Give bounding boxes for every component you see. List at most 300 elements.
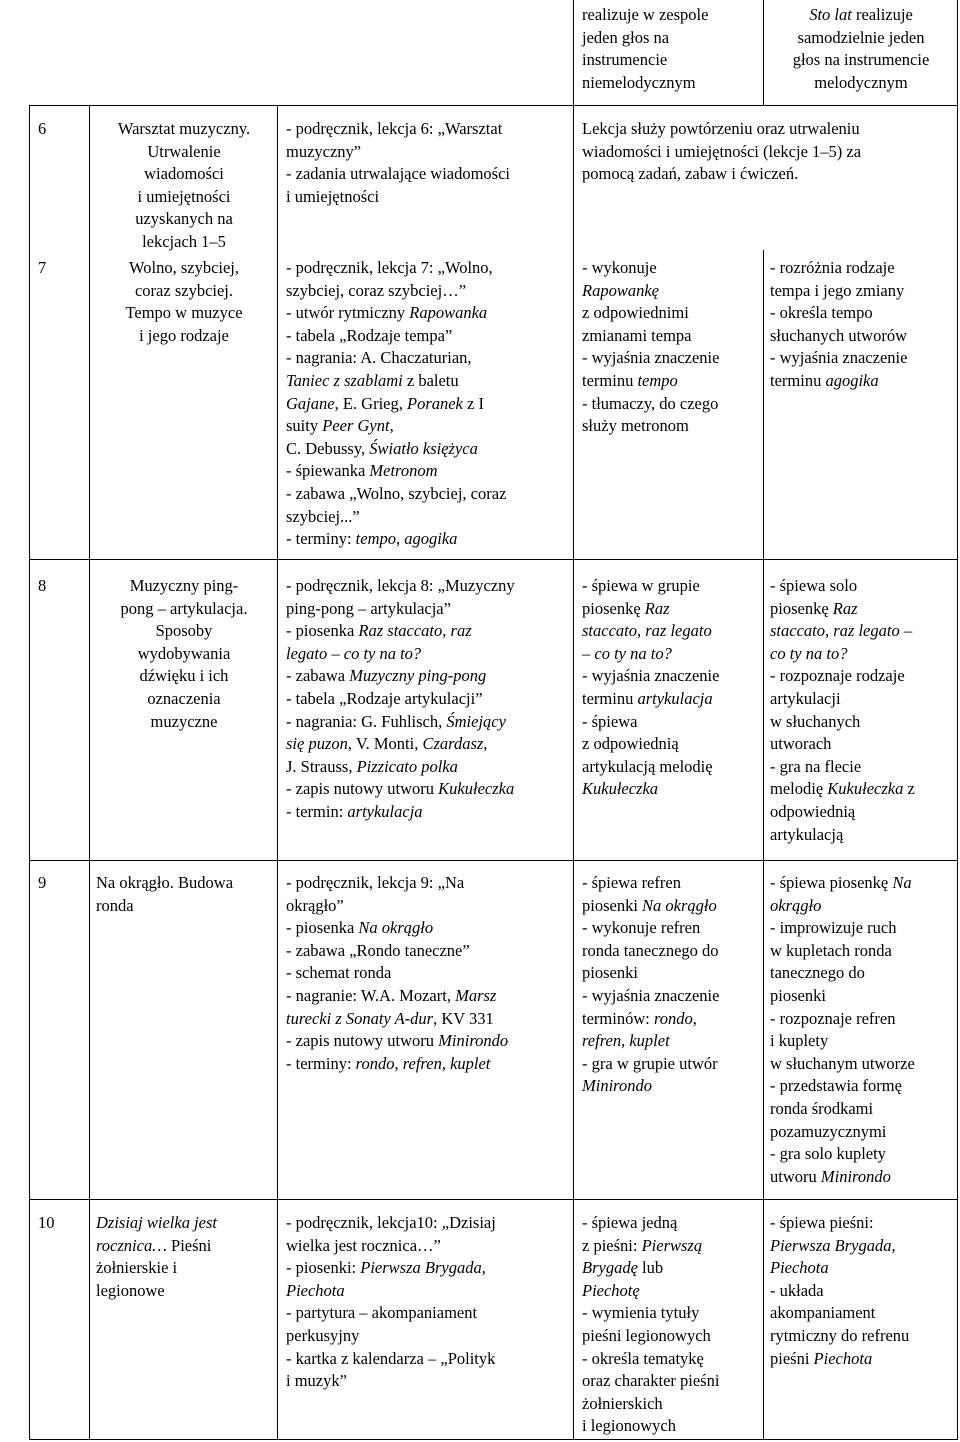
text: ronda tanecznego do [582,940,719,960]
cell-line [96,598,272,621]
cell-line [38,257,88,280]
cell-line [96,257,272,280]
text: - wykonuje refren [582,918,701,938]
text: piosenkę [770,598,833,618]
text: z [903,779,915,799]
cell-requirements-basic [582,1212,762,1438]
cell-line [286,665,568,688]
cell-line [770,643,952,666]
cell-line [582,917,762,940]
cell-line [770,962,952,985]
cell-line [286,1348,568,1371]
cell-line [286,643,568,666]
text: - podręcznik, lekcja 6: „Warsztat [286,119,503,138]
cell-line [286,756,568,779]
cell-line [770,756,952,779]
cell-line [582,325,762,348]
text: lub [637,1258,664,1278]
cell-line [286,415,568,438]
text: i umiejętności [137,186,231,206]
cell-line [770,325,952,348]
cell-line [770,824,952,847]
cell-line [96,643,272,666]
text: pong – artykulacja. [120,598,248,618]
cell-line [96,895,272,918]
text: terminu [582,370,638,390]
cell-line [38,118,88,141]
cell-line [582,733,762,756]
cell-line [96,208,272,231]
text: - wykonuje [582,258,657,277]
text: - schemat ronda [286,963,392,983]
cell-line [96,620,272,643]
italic-text: tempo, agogika [355,529,458,549]
cell-lesson-materials [286,1212,568,1393]
cell-line [770,1008,952,1031]
text: - śpiewa jedną [582,1213,678,1232]
text: piosenkę [582,598,645,618]
header-cell-realization-group [582,4,762,94]
cell-line [286,985,568,1008]
cell-line [286,528,568,551]
italic-text: Muzyczny ping-pong [349,666,487,686]
italic-text: Metronom [369,461,438,481]
cell-lesson-topic [96,575,272,733]
text: , [483,734,488,754]
cell-line [286,1030,568,1053]
text: - wymienia tytuły [582,1303,700,1323]
italic-text: Piechota [286,1280,345,1300]
cell-line [770,1030,952,1053]
column-divider [89,105,90,1440]
cell-line [582,4,762,27]
text: - wyjaśnia znaczenie [582,348,720,368]
cell-line [770,801,952,824]
cell-lesson-topic [96,118,272,254]
text: z odpowiednimi [582,303,689,323]
text: - śpiewanka [286,461,370,481]
italic-text: Dzisiaj wielka jest [96,1213,217,1232]
italic-text: tempo [637,370,678,390]
text: głos na instrumencie [792,50,930,70]
text: - określa tematykę [582,1348,704,1368]
cell-lesson-materials [286,118,568,208]
cell-lesson-number [38,575,88,598]
text: z pieśni: [582,1235,642,1255]
italic-text: się puzon [286,734,348,754]
text: , KV 331 [433,1008,494,1028]
text: służy metronom [582,416,689,436]
text: - śpiewa w grupie [582,576,700,595]
italic-text: staccato, raz legato – [770,621,913,641]
italic-text: Peer Gynt [322,416,390,436]
text: - układa [770,1280,824,1300]
text: oznaczenia [147,688,221,708]
text: - podręcznik, lekcja 7: „Wolno, [286,258,493,277]
italic-text: Minirondo [582,1076,652,1096]
cell-line [286,438,568,461]
cell-line [286,280,568,303]
cell-line [582,163,952,186]
cell-line [286,711,568,734]
cell-line [286,801,568,824]
cell-line [286,141,568,164]
cell-lesson-topic [96,257,272,347]
cell-line [286,1302,568,1325]
cell-line [770,49,952,72]
italic-text: Pierwsza Brygada, [360,1258,486,1278]
text: - śpiewa piosenkę [770,873,893,892]
text: samodzielnie jeden [797,27,925,47]
cell-line [286,1235,568,1258]
cell-lesson-number [38,118,88,141]
text: - podręcznik, lekcja 9: „Na [286,873,465,892]
cell-line [96,872,272,895]
cell-line [582,1235,762,1258]
italic-text: artykulacja [347,801,423,821]
cell-line [286,598,568,621]
cell-line [582,1302,762,1325]
cell-line [582,872,762,895]
text: instrumencie [582,50,668,70]
cell-line [770,1235,952,1258]
text: uzyskanych na [135,209,233,229]
cell-line [770,27,952,50]
italic-text: rocznica… [96,1235,167,1255]
cell-line [96,1235,272,1258]
text: pomocą zadań, zabaw i ćwiczeń. [582,164,799,184]
cell-line [96,325,272,348]
text: - zabawa „Wolno, szybciej, coraz [286,483,507,503]
text: - gra na flecie [770,756,862,776]
cell-line [770,347,952,370]
text: Tempo w muzyce [125,303,243,323]
column-divider-partial [763,250,764,1440]
cell-line [582,665,762,688]
cell-line [582,711,762,734]
cell-line [770,1121,952,1144]
text: akompaniament [770,1303,876,1323]
text: Muzyczny ping- [129,576,239,595]
text: z baletu [402,370,459,390]
cell-line [770,1212,952,1235]
text: i umiejętności [286,186,380,206]
cell-line [286,1053,568,1076]
text: piosenki [582,963,638,983]
text: - śpiewa [582,711,638,731]
italic-text: Marsz [455,985,497,1005]
cell-line [286,118,568,141]
italic-text: – co ty na to? [582,643,672,663]
cell-line [770,1325,952,1348]
text: z odpowiednią [582,734,679,754]
cell-line [38,1212,88,1235]
italic-text: Na [892,873,912,892]
text: - wyjaśnia znaczenie [582,985,720,1005]
text: wiadomości i umiejętności (lekcje 1–5) za [582,141,862,161]
cell-line [582,756,762,779]
cell-line [286,302,568,325]
text: w słuchanych [770,711,861,731]
italic-text: okrągło [770,895,822,915]
cell-line [286,940,568,963]
italic-text: Pizzicato polka [356,756,458,776]
italic-text: staccato, raz legato [582,621,712,641]
text: legionowe [96,1280,165,1300]
text: terminu [770,370,826,390]
cell-line [770,370,952,393]
italic-text: Piechotę [582,1280,640,1300]
cell-line [286,778,568,801]
text: okrągło” [286,895,344,915]
cell-line [770,688,952,711]
cell-lesson-topic [96,1212,272,1302]
text: Na okrągło. Budowa [96,873,234,892]
cell-lesson-topic [96,872,272,917]
cell-line [286,895,568,918]
cell-line [770,1075,952,1098]
cell-line [286,370,568,393]
text: - nagrania: A. Chaczaturian, [286,348,472,368]
italic-text: Światło księżyca [369,438,478,458]
text: rytmiczny do refrenu [770,1325,910,1345]
text: Utrwalenie [147,141,221,161]
text: artykulacji [770,688,841,708]
cell-line [770,1053,952,1076]
italic-text: rondo, refren, kuplet [355,1053,491,1073]
cell-lesson-materials [286,257,568,551]
text: - rozróżnia rodzaje [770,258,895,277]
text: suity [286,416,323,436]
italic-text: Pierwszą [641,1235,703,1255]
text: - tabela „Rodzaje artykulacji” [286,688,483,708]
text: - wyjaśnia znaczenie [770,348,908,368]
cell-line [770,620,952,643]
cell-lesson-number [38,257,88,280]
text: - określa tempo [770,303,873,323]
cell-line [38,575,88,598]
text: - śpiewa pieśni: [770,1213,874,1232]
text: żołnierskie i [96,1258,178,1278]
cell-line [286,460,568,483]
text: 10 [38,1213,55,1232]
text: - termin: [286,801,348,821]
italic-text: Raz [832,598,858,618]
cell-line [770,985,952,1008]
cell-requirements-basic [582,872,762,1098]
cell-line [770,4,952,27]
cell-lesson-materials [286,872,568,1075]
text: - gra solo kuplety [770,1144,886,1164]
cell-line [286,575,568,598]
cell-requirements-basic [582,118,952,186]
cell-line [582,575,762,598]
italic-text: Gajane [286,393,335,413]
cell-line [770,280,952,303]
text: - śpiewa refren [582,873,681,892]
text: - zapis nutowy utworu [286,1031,439,1051]
italic-text: Kukułeczka [827,779,904,799]
cell-line [582,280,762,303]
italic-text: Taniec z szablami [286,370,403,390]
text: i legionowych [582,1416,676,1436]
text: w kupletach ronda [770,940,892,960]
cell-line [582,27,762,50]
text: z I [462,393,484,413]
cell-line [770,302,952,325]
text: Warsztat muzyczny. [117,119,251,138]
cell-line [286,872,568,895]
text: szybciej, coraz szybciej…” [286,280,467,300]
cell-line [286,620,568,643]
text: - piosenki: [286,1258,361,1278]
italic-text: Na okrągło [358,918,434,938]
cell-line [286,393,568,416]
cell-line [770,1098,952,1121]
italic-text: Rapowankę [582,280,659,300]
cell-line [770,1166,952,1189]
table-border-left [29,105,30,1440]
row-divider [29,860,958,861]
cell-line [582,1053,762,1076]
cell-line [770,917,952,940]
text: - podręcznik, lekcja 8: „Muzyczny [286,576,515,595]
italic-text: artykulacja [637,688,713,708]
text: odpowiednią [770,801,856,821]
cell-line [286,1325,568,1348]
cell-line [96,575,272,598]
text: - gra w grupie utwór [582,1053,718,1073]
text: - rozpoznaje refren [770,1008,896,1028]
text: słuchanych utworów [770,325,908,345]
cell-line [582,688,762,711]
cell-line [582,141,952,164]
text: - partytura – akompaniament [286,1303,478,1323]
cell-lesson-number [38,872,88,895]
italic-text: Rapowanka [409,303,488,323]
cell-line [582,347,762,370]
text: 7 [38,258,47,277]
cell-line [770,733,952,756]
text: - przedstawia formę [770,1076,902,1096]
header-cell-realization-solo [770,4,952,94]
cell-requirements-extended [770,1212,952,1370]
text: J. Strauss, [286,756,357,776]
cell-line [770,1257,952,1280]
text: lekcjach 1–5 [142,231,226,251]
cell-line [96,141,272,164]
cell-requirements-extended [770,575,952,846]
cell-line [770,575,952,598]
italic-text: turecki z Sonaty A-dur [286,1008,434,1028]
text: szybciej...” [286,506,360,526]
cell-line [582,415,762,438]
cell-line [582,962,762,985]
text: Sposoby [155,621,213,641]
text: 6 [38,119,47,138]
cell-line [286,483,568,506]
italic-text: Minirondo [438,1031,509,1051]
text: 8 [38,576,47,595]
cell-line [582,393,762,416]
text: - kartka z kalendarza – „Polityk [286,1348,496,1368]
text: pieśni legionowych [582,1325,711,1345]
cell-line [582,1008,762,1031]
text: utworach [770,734,832,754]
text: terminów: [582,1008,654,1028]
italic-text: Sto lat [809,5,852,24]
text: terminu [582,688,638,708]
column-divider-partial [763,0,764,106]
text: i muzyk” [286,1371,347,1391]
cell-line [582,118,952,141]
text: pieśni [770,1348,814,1368]
text: wydobywania [137,643,231,663]
text: ping-pong – artykulacja” [286,598,451,618]
cell-line [96,1257,272,1280]
italic-text: co ty na to? [770,643,848,663]
table-border-bottom [29,1439,958,1440]
text: C. Debussy, [286,438,370,458]
italic-text: Śmiejący [446,711,506,731]
text: - podręcznik, lekcja10: „Dzisiaj [286,1213,496,1232]
text: - improwizuje ruch [770,918,897,938]
cell-line [582,940,762,963]
text: , V. Monti, [347,734,423,754]
cell-line [286,325,568,348]
cell-line [582,1348,762,1371]
cell-line [286,962,568,985]
text: ronda środkami [770,1098,874,1118]
cell-line [286,1008,568,1031]
cell-line [770,940,952,963]
text: melodycznym [814,72,908,92]
text: piosenki [582,895,643,915]
cell-line [770,872,952,895]
row-divider [29,1199,958,1200]
text: 9 [38,873,47,892]
cell-line [286,1257,568,1280]
cell-line [286,1370,568,1393]
cell-line [96,118,272,141]
cell-line [770,257,952,280]
text: tanecznego do [770,963,865,983]
cell-line [286,186,568,209]
italic-text: refren, kuplet [582,1031,670,1051]
cell-line [96,711,272,734]
cell-line [582,370,762,393]
italic-text: Brygadę [582,1258,638,1278]
text: , E. Grieg, [334,393,407,413]
text: Pieśni [166,1235,212,1255]
cell-line [38,872,88,895]
cell-line [582,1393,762,1416]
cell-line [770,72,952,95]
italic-text: Czardasz [422,734,484,754]
text: wielka jest rocznica…” [286,1235,441,1255]
italic-text: Raz staccato, raz [358,621,472,641]
cell-line [770,778,952,801]
cell-line [770,895,952,918]
text: - śpiewa solo [770,576,858,595]
cell-line [770,1348,952,1371]
cell-line [286,917,568,940]
cell-line [96,1212,272,1235]
cell-requirements-basic [582,257,762,438]
text: dźwięku i ich [139,666,229,686]
cell-line [582,49,762,72]
text: - nagrania: G. Fuhlisch, [286,711,447,731]
